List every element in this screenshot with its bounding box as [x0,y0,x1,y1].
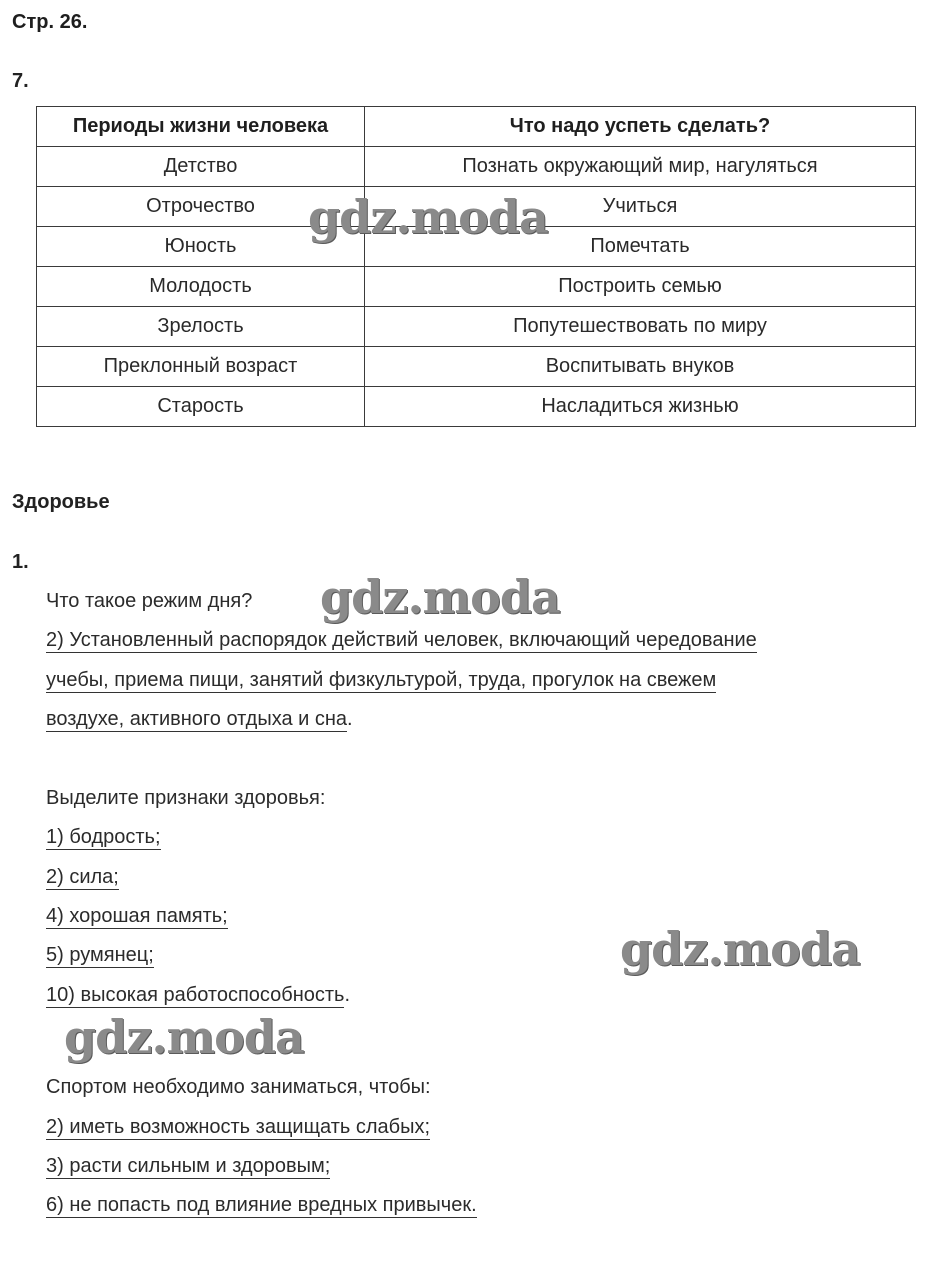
answer-text: 10) высокая работоспособность [46,984,345,1006]
question-sport-reasons: Спортом необходимо заниматься, чтобы: [46,1076,431,1098]
answer-line [46,708,353,731]
page-label: Стр. 26. [12,11,88,33]
table-row [37,347,916,387]
answer-line [46,905,228,928]
watermark: gdz.moda [308,190,548,244]
answer-text: 6) не попасть под влияние вредных привычек. [46,1194,477,1216]
answer-text: учебы, приема пищи, занятий физкультурой, труда, прогулок на свежем [46,669,717,691]
answer-line [46,669,716,692]
table-cell: Учиться [365,187,916,227]
section-title: Здоровье [12,491,110,513]
answer-text: 4) хорошая память; [46,905,228,927]
answer-period: . [347,708,353,730]
answer-text: 1) бодрость; [46,826,161,848]
answer-line [46,1194,477,1217]
answer-text: 3) расти сильным и здоровым; [46,1155,331,1177]
table-cell: Молодость [37,267,365,307]
table-cell: Зрелость [37,307,365,347]
task-7-number: 7. [12,70,29,92]
answer-period: . [344,984,351,1006]
answer-line [46,1155,330,1178]
question-daily-routine: Что такое режим дня? [46,590,253,612]
table-cell: Попутешествовать по миру [365,307,916,347]
answer-line [46,826,161,849]
watermark: gdz.moda [320,570,560,624]
task-1-number: 1. [12,551,29,573]
answer-text: 2) сила; [46,866,119,888]
answer-text: 2) Установленный распорядок действий человек, включающий чередование [46,629,757,651]
table-cell: Построить семью [365,267,916,307]
table-cell: Юность [37,227,365,267]
table-row [37,307,916,347]
table-cell: Преклонный возраст [37,347,365,387]
table-row [37,267,916,307]
table-cell: Познать окружающий мир, нагуляться [365,147,916,187]
table-cell: Насладиться жизнью [365,387,916,427]
answer-line [46,629,757,652]
answer-text: 2) иметь возможность защищать слабых; [46,1116,431,1138]
table-cell: Воспитывать внуков [365,347,916,387]
table-cell: Детство [37,147,365,187]
watermark: gdz.moda [64,1010,304,1064]
table-row [37,147,916,187]
table-header-row [37,107,916,147]
table-cell: Отрочество [37,187,365,227]
table-cell: Помечтать [365,227,916,267]
table-row [37,387,916,427]
table-cell: Старость [37,387,365,427]
answer-line [46,984,350,1007]
answer-text: 5) румянец; [46,944,154,966]
watermark: gdz.moda [620,922,860,976]
answer-line [46,866,119,889]
answer-line [46,944,154,967]
life-periods-table [36,106,916,427]
answer-text: воздухе, активного отдыха и сна [46,708,348,730]
answer-line [46,1116,430,1139]
question-health-signs: Выделите признаки здоровья: [46,787,326,809]
table-header-cell: Периоды жизни человека [37,107,365,147]
table-header-cell: Что надо успеть сделать? [365,107,916,147]
